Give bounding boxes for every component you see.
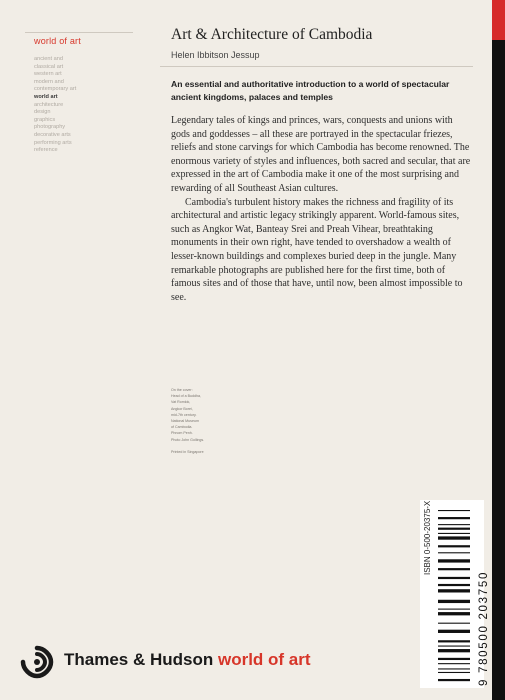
cover-credits (171, 387, 291, 455)
body-paragraph: Cambodia's turbulent history makes the richness and fragility of its architectural and artistic legacy strikingly apparent. World-famous sites, such as Angkor Wat, Banteay Srei and Preah Vihear, breathtaking monuments in their own right, have tended to overshadow a wealth of lesser-known buildings and complexes buried deep in the jungle. Many remarkable photographs are published here for the first time, both of famous sites and of those that have, until now, been almost impossible to see. (171, 196, 463, 303)
series-item: classical art (34, 63, 64, 70)
barcode-bar (438, 649, 470, 652)
book-title: Art & Architecture of Cambodia (171, 26, 373, 43)
title-divider (160, 66, 473, 67)
barcode-bar (438, 630, 470, 633)
book-author: Helen Ibbitson Jessup (171, 50, 260, 60)
barcode-bar (438, 640, 470, 642)
series-item: decorative arts (34, 131, 71, 138)
series-item: western art (34, 71, 62, 78)
barcode (438, 510, 470, 686)
sidebar-divider (25, 32, 133, 33)
barcode-bar (438, 568, 470, 570)
barcode-bar (438, 612, 470, 615)
barcode-bar (438, 589, 470, 592)
barcode-bar (438, 646, 470, 647)
barcode-bar (438, 658, 470, 660)
barcode-bar (438, 679, 470, 681)
series-item: architecture (34, 101, 64, 108)
publisher-name: Thames & Hudson (64, 650, 214, 669)
credit-line: mid-7th century. (171, 412, 197, 417)
printed-in: Printed in Singapore (171, 449, 204, 454)
credit-line: of Cambodia. (171, 425, 193, 430)
publisher-series: world of art (217, 650, 311, 669)
barcode-bar (438, 584, 470, 586)
series-item: reference (34, 147, 58, 154)
barcode-bar (438, 577, 470, 579)
barcode-bar (438, 600, 470, 603)
isbn-label: ISBN 0-500-20375-X (423, 500, 432, 575)
series-label: world of art (34, 36, 81, 46)
series-item-active: world art (34, 93, 58, 100)
barcode-bar (438, 672, 470, 673)
barcode-bar (438, 533, 470, 534)
lead-text: An essential and authoritative introduction to a world of spectacular ancient kingdoms, palaces and temples (171, 79, 450, 102)
series-item: photography (34, 124, 66, 131)
credit-line: National Museum (171, 419, 199, 424)
series-item: modern and (34, 78, 64, 85)
series-item: design (34, 109, 51, 116)
barcode-digits: 9 780500 203750 (478, 570, 490, 686)
credit-line: Angkor Borei, (171, 406, 193, 411)
body-text (171, 114, 471, 304)
spine-red-strip (492, 0, 505, 40)
series-item: contemporary art (34, 86, 77, 93)
series-item: ancient and (34, 56, 63, 62)
series-item: performing arts (34, 139, 72, 146)
body-paragraph: Legendary tales of kings and princes, wars, conquests and unions with gods and goddesses – all these are portrayed in the spectacular friezes, reliefs and stone carvings for which Cambodia has become renowned. The enormous variety of styles and influences, both sacred and secular, that are expressed in the art of Cambodia make it one of the most surprising and rewarding of all Southeast Asian cultures. (171, 115, 471, 194)
publisher-wordmark (64, 650, 311, 670)
series-list (34, 56, 76, 155)
credit-line: On the cover: (171, 388, 193, 392)
barcode-bar (438, 528, 470, 530)
credit-line: Head of a Buddha, (171, 394, 201, 399)
series-item: graphics (34, 116, 56, 123)
barcode-bar (438, 623, 470, 624)
barcode-bar (438, 545, 470, 547)
barcode-bar (438, 517, 470, 519)
credit-line: Vat Romlok, (171, 400, 191, 405)
barcode-bar (438, 536, 470, 539)
barcode-bar (438, 552, 470, 553)
barcode-bar (438, 524, 470, 525)
barcode-bar (438, 609, 470, 610)
barcode-bar (438, 668, 470, 669)
barcode-bar (438, 559, 470, 562)
publisher-logo-icon (20, 645, 54, 679)
spine-black-strip (492, 40, 505, 700)
credit-line: Photo John Gollings. (171, 437, 205, 442)
barcode-bar (438, 663, 470, 664)
credit-line: Phnom Penh. (171, 431, 193, 436)
sidebar-top-rule (23, 24, 133, 30)
barcode-bar (438, 510, 470, 511)
